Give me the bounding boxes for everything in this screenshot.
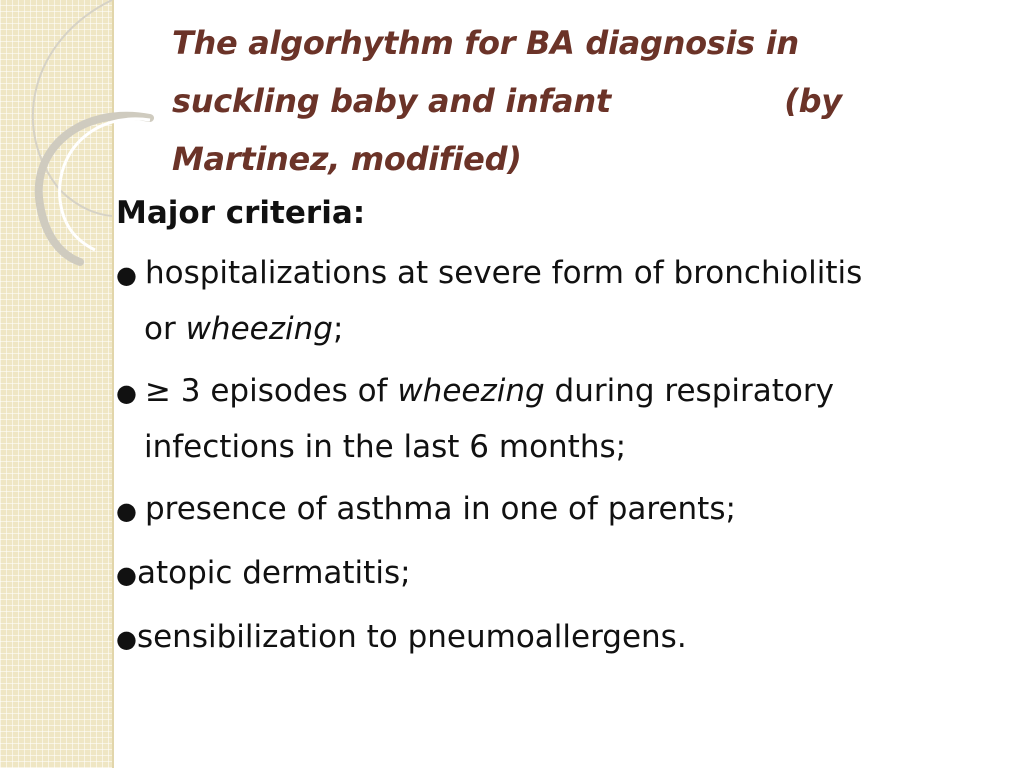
criteria-text: hospitalizations at severe form of bronchiolitis — [144, 255, 863, 291]
criteria-text-part: ; — [332, 311, 344, 347]
criteria-text-part: ≥ 3 episodes of — [144, 373, 398, 409]
bullet-icon: ● — [116, 625, 137, 653]
decorative-arc-large — [33, 0, 112, 216]
slide-title-line-2: suckling baby and infant (by — [172, 82, 842, 120]
bullet-icon: ● — [116, 379, 137, 407]
bullet-icon: ● — [116, 497, 137, 525]
criteria-item-episodes — [116, 364, 1016, 474]
criteria-item-atopic-dermatitis — [116, 546, 1016, 602]
criteria-item-parent-asthma — [116, 482, 1016, 538]
criteria-item-hospitalizations — [116, 246, 1016, 356]
criteria-emphasis: wheezing — [185, 311, 333, 347]
slide-title-line-3: Martinez, modified) — [172, 140, 522, 178]
criteria-text-part: or — [144, 311, 186, 347]
criteria-heading: Major criteria: — [116, 195, 366, 231]
criteria-text-continued: infections in the last 6 months; — [144, 429, 627, 465]
criteria-item-sensibilization — [116, 610, 1016, 666]
slide-title — [172, 14, 972, 188]
criteria-text-part: during respiratory — [544, 373, 834, 409]
slide-body — [116, 186, 1016, 674]
criteria-text-continued — [116, 302, 1016, 356]
bullet-icon: ● — [116, 261, 137, 289]
criteria-text: atopic dermatitis; — [136, 555, 411, 591]
bullet-icon: ● — [116, 561, 137, 589]
criteria-text: sensibilization to pneumoallergens. — [136, 619, 687, 655]
criteria-emphasis: wheezing — [397, 373, 545, 409]
slide-title-line-1: The algorhythm for BA diagnosis in — [172, 24, 799, 62]
criteria-text: presence of asthma in one of parents; — [144, 491, 736, 527]
